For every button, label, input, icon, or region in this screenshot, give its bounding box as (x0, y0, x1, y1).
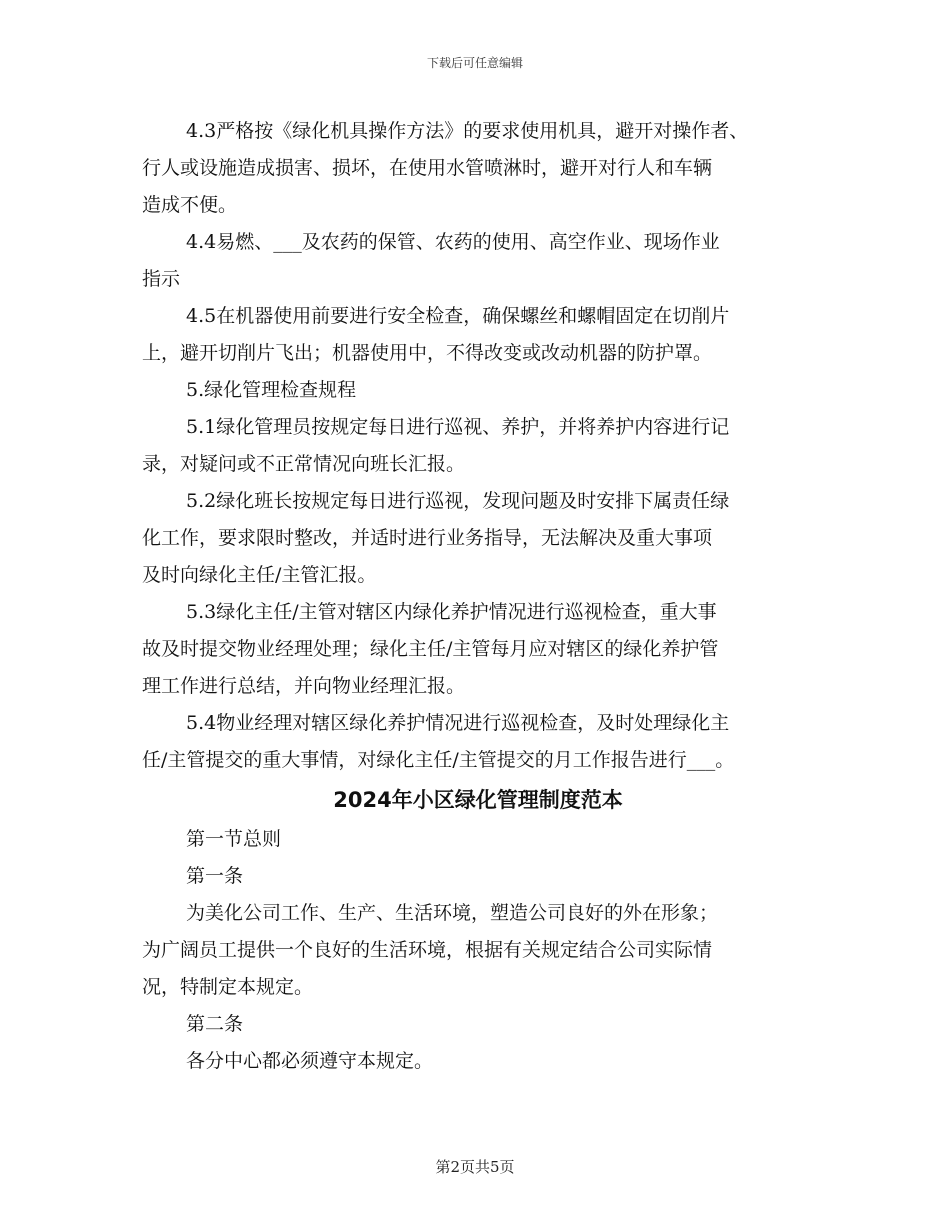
document-title: 2024年小区绿化管理制度范本 (333, 788, 623, 812)
paragraph-line: 指示 (142, 268, 181, 290)
paragraph-line: 各分中心都必须遵守本规定。 (186, 1050, 434, 1072)
paragraph (142, 821, 814, 858)
paragraph-line: 任/主管提交的重大事情，对绿化主任/主管提交的月工作报告进行___。 (142, 749, 735, 771)
paragraph-line: 录，对疑问或不正常情况向班长汇报。 (142, 453, 466, 475)
paragraph-line: 为广阔员工提供一个良好的生活环境，根据有关规定结合公司实际情 (142, 939, 713, 961)
document-body (142, 113, 814, 1080)
paragraph-line: 故及时提交物业经理处理；绿化主任/主管每月应对辖区的绿化养护管 (142, 638, 719, 660)
paragraph (142, 372, 814, 409)
paragraph-line: 造成不便。 (142, 194, 238, 216)
paragraph-line: 理工作进行总结，并向物业经理汇报。 (142, 675, 466, 697)
paragraph (142, 483, 814, 594)
paragraph-line: 5.1绿化管理员按规定每日进行巡视、养护，并将养护内容进行记 (186, 416, 730, 438)
paragraph (142, 224, 814, 298)
paragraph-line: 第一条 (186, 865, 244, 887)
paragraph-line: 4.4易燃、___及农药的保管、农药的使用、高空作业、现场作业 (186, 231, 720, 253)
section-part-1 (142, 113, 814, 779)
page-footer: 第2页共5页 (435, 1158, 515, 1176)
paragraph (142, 705, 814, 779)
paragraph (142, 113, 814, 224)
paragraph-line: 行人或设施造成损害、损坏，在使用水管喷淋时，避开对行人和车辆 (142, 157, 713, 179)
paragraph (142, 895, 814, 1006)
paragraph (142, 1043, 814, 1080)
paragraph-line: 第一节总则 (186, 828, 282, 850)
paragraph-line: 况，特制定本规定。 (142, 976, 314, 998)
paragraph (142, 594, 814, 705)
paragraph-line: 5.2绿化班长按规定每日进行巡视，发现问题及时安排下属责任绿 (186, 490, 730, 512)
paragraph-line: 为美化公司工作、生产、生活环境，塑造公司良好的外在形象； (186, 902, 719, 924)
paragraph-line: 化工作，要求限时整改，并适时进行业务指导，无法解决及重大事项 (142, 527, 713, 549)
section-part-2 (142, 821, 814, 1080)
paragraph (142, 409, 814, 483)
paragraph-line: 4.3严格按《绿化机具操作方法》的要求使用机具，避开对操作者、 (186, 120, 749, 142)
paragraph-line: 5.4物业经理对辖区绿化养护情况进行巡视检查，及时处理绿化主 (186, 712, 730, 734)
paragraph-line: 4.5在机器使用前要进行安全检查，确保螺丝和螺帽固定在切削片 (186, 305, 730, 327)
paragraph-line: 5.3绿化主任/主管对辖区内绿化养护情况进行巡视检查，重大事 (186, 601, 717, 623)
paragraph-line: 第二条 (186, 1013, 244, 1035)
paragraph-line: 5.绿化管理检查规程 (186, 379, 357, 401)
paragraph (142, 858, 814, 895)
paragraph (142, 1006, 814, 1043)
page-header: 下载后可任意编辑 (426, 56, 523, 70)
paragraph-line: 上，避开切削片飞出；机器使用中，不得改变或改动机器的防护罩。 (142, 342, 713, 364)
paragraph (142, 298, 814, 372)
paragraph-line: 及时向绿化主任/主管汇报。 (142, 564, 377, 586)
